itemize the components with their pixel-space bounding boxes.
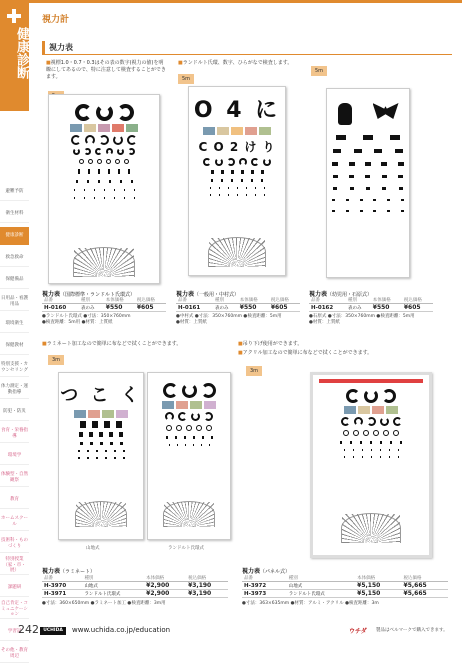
spec-table-h0160: 品番 種別 本体価格 税込価格 H-0160 表のみ ¥550 ¥605 <box>42 297 166 312</box>
sidebar-item[interactable]: 健康診断 <box>0 227 29 245</box>
sidebar-item[interactable]: 衛生材料 <box>0 205 29 223</box>
sidebar-item[interactable]: 体験型・自然観察 <box>0 469 29 487</box>
sidebar-item[interactable]: 体力測定・運動指導 <box>0 381 29 399</box>
sidebar-item[interactable]: 避難予防 <box>0 183 29 201</box>
chart-row-medium: C O 2 け り <box>198 140 276 154</box>
sidebar-item[interactable]: 救急救命 <box>0 249 29 267</box>
spec-table-h0162: 品番 種別 本体価格 税込価格 H-0162 表のみ ¥550 ¥605 <box>309 297 433 312</box>
page-number: 242 <box>18 623 39 636</box>
butterfly-icon <box>373 103 399 119</box>
spec-table-h0161: 品番 種別 本体価格 税込価格 H-0161 表のみ ¥550 ¥605 <box>176 297 300 312</box>
eye-chart-yamachi-laminate <box>58 372 144 540</box>
sidebar-item[interactable]: 課題研 <box>0 579 29 597</box>
product-title-h0160: 視力表（国際標準・ランドルト氏環式） <box>42 291 136 298</box>
sidebar-item[interactable]: 環境衛生 <box>0 315 29 333</box>
distance-badge: 3m <box>246 366 262 376</box>
astigmatism-fan <box>341 513 401 543</box>
note-5: ■アクリル加工なので簡単に布などで拭くことができます。 <box>238 350 373 356</box>
note-2: ■ランドルト氏環、数字、ひらがなで検査します。 <box>178 60 293 66</box>
page-header: 視力計 <box>42 15 70 25</box>
distance-badge: 5m <box>178 74 194 84</box>
chart-label-yamachi: 山地式 <box>86 546 100 551</box>
table-row: H-3973 ランドルト氏環式 ¥5,150 ¥5,665 <box>242 590 448 598</box>
section-bar <box>42 41 452 55</box>
sidebar-item[interactable]: 食育・栄養指導 <box>0 425 29 443</box>
astigmatism-fan <box>73 247 135 277</box>
sidebar-item[interactable]: その他・教育周辺 <box>0 645 29 663</box>
plus-icon <box>7 9 21 23</box>
sidebar-item[interactable]: 環境学 <box>0 447 29 465</box>
eye-chart-nakamura <box>188 86 286 276</box>
product-title-laminate: 視力表（ラミネート） <box>42 568 96 575</box>
sidebar-item[interactable]: 教育 <box>0 491 29 509</box>
spec-table-laminate: 品番 種別 本体価格 税込価格 H-3970 山地式 ¥2,900 ¥3,190 H-3971 ランドルト氏環式 ¥2,900 ¥3,190 <box>42 575 228 598</box>
sidebar-item[interactable]: 防犯・防災 <box>0 403 29 421</box>
product-title-h0161: 視力表（一般用・中村式） <box>176 291 240 298</box>
eye-chart-landolt-laminate <box>147 372 231 540</box>
hand-icon <box>338 103 352 125</box>
astigmatism-fan <box>208 237 266 267</box>
note-4: ■吊り下げ使用ができます。 <box>238 341 303 347</box>
astigmatism-fan <box>75 501 127 527</box>
note-1: ■視標1.0・0.7・0.3はその表の数字(視力の値)を明瞭にしてあるので、特に注意して検査することができます。 <box>46 60 166 80</box>
section-title: 視力表 <box>49 43 73 52</box>
note-3: ■ラミネート加工なので簡単に布などで拭くことができます。 <box>42 341 182 347</box>
spec-note-h0161: ●中村式 ●寸法：350×760mm ●検査距離：5m用 ●材質：上質紙 <box>176 314 282 325</box>
chart-row-large: つ こ く <box>60 385 142 406</box>
category-title: 健康診断 <box>14 27 29 79</box>
top-accent-rule <box>0 0 462 3</box>
table-row: H-3972 山地式 ¥5,150 ¥5,665 <box>242 582 448 590</box>
table-row: H-3970 山地式 ¥2,900 ¥3,190 <box>42 582 228 590</box>
bellmark-note: 製品はベルマークで購入できます。 <box>376 628 448 633</box>
sidebar-item[interactable]: 自己肯定・コミュニケーション <box>1 601 28 618</box>
uchida-logo: UCHIDA <box>40 627 66 635</box>
sidebar-item[interactable]: 特別授業（家・市・展） <box>0 557 29 575</box>
sidebar-item[interactable]: 学習記 <box>0 623 29 641</box>
eye-chart-panel <box>310 372 432 558</box>
distance-badge: 5m <box>311 66 327 76</box>
sidebar-item[interactable]: 保健教材 <box>0 337 29 355</box>
spec-note-panel: ●寸法：363×635mm ●材質：アルミ・アクリル ●検査距離：3m <box>242 601 379 606</box>
footer-url[interactable]: www.uchida.co.jp/education <box>72 626 171 634</box>
spec-note-h0162: ●石原式 ●寸法：350×760mm ●検査距離：5m用 ●材質：上質紙 <box>309 314 415 325</box>
sidebar-item[interactable]: 日用品・看護用品 <box>0 293 29 311</box>
chart-label-landolt: ランドルト氏環式 <box>168 546 204 551</box>
distance-badge: 3m <box>48 355 64 365</box>
eye-chart-ishihara <box>326 88 410 278</box>
spec-note-laminate: ●寸法：360×650mm ●ラミネート加工 ●検査距離：3m用 <box>42 601 166 606</box>
spec-note-h0160: ●ランドルト氏環式 ●寸法：350×760mm ●検査距離：5m用 ●材質：上質紙 <box>42 314 131 325</box>
astigmatism-fan <box>163 501 215 527</box>
product-title-panel: 視力表（パネル式） <box>242 568 291 575</box>
brand-logo: ウチダ <box>349 628 367 635</box>
eye-chart-landolt <box>48 94 160 284</box>
footer <box>0 620 462 644</box>
table-row: H-3971 ランドルト氏環式 ¥2,900 ¥3,190 <box>42 590 228 598</box>
category-block <box>0 3 29 111</box>
sidebar-item[interactable]: ホームスクール <box>0 513 29 531</box>
spec-table-panel: 品番 種別 本体価格 税込価格 H-3972 山地式 ¥5,150 ¥5,665 H-3973 ランドルト氏環式 ¥5,150 ¥5,665 <box>242 575 448 598</box>
product-title-h0162: 視力表（幼児用・石原式） <box>309 291 373 298</box>
sidebar-item[interactable]: 特別支援・カウンセリング <box>0 359 29 377</box>
chart-row-large: O 4 に <box>193 98 281 123</box>
sidebar-item[interactable]: 保健備品 <box>0 271 29 289</box>
sidebar-item[interactable]: 技術科・ものづくり <box>0 535 29 553</box>
sidebar-index <box>0 183 29 667</box>
